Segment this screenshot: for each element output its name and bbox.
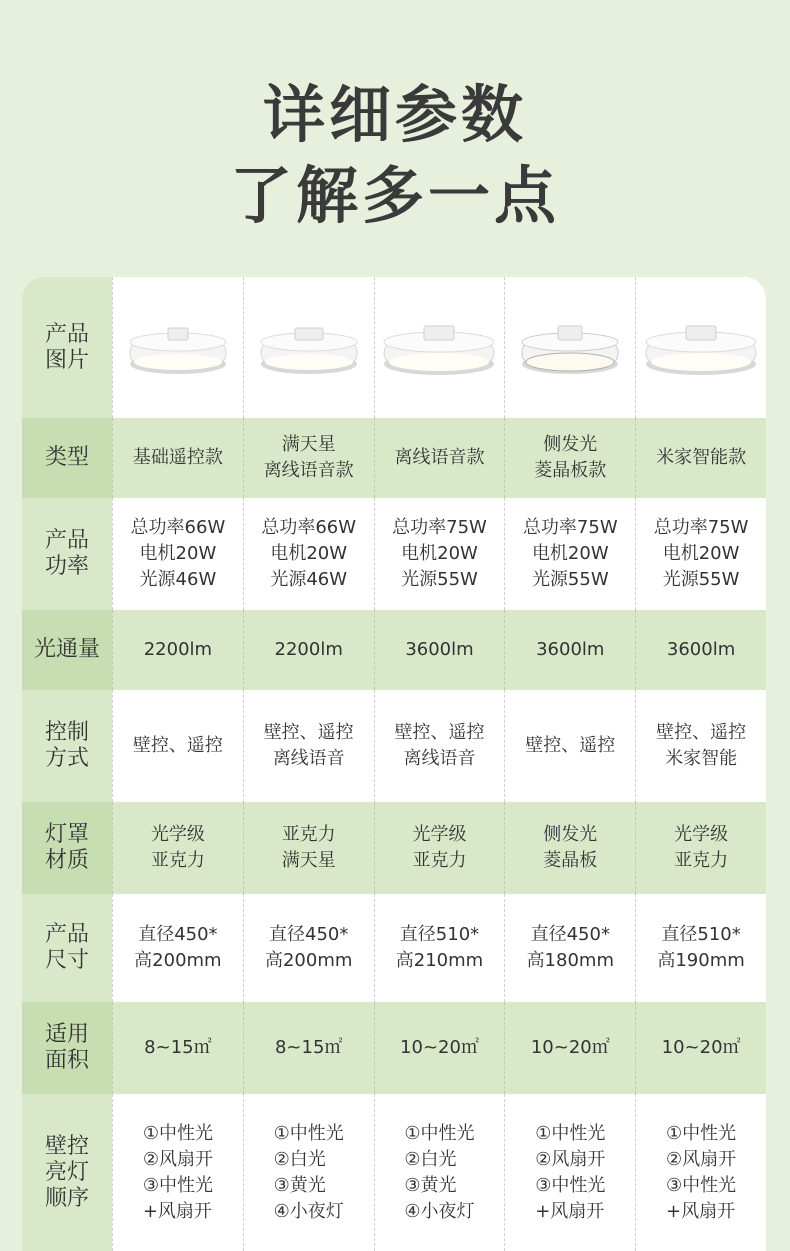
row-area xyxy=(22,1002,766,1094)
row-order xyxy=(22,1094,766,1251)
row-image xyxy=(22,277,766,418)
label-size: 产品 尺寸 xyxy=(22,894,112,1002)
shade-cell: 光学级 亚克力 xyxy=(112,802,243,894)
label-power: 产品 功率 xyxy=(22,498,112,610)
order-cell: ①中性光 ②白光 ③黄光 ④小夜灯 xyxy=(243,1094,374,1251)
page-title-line1: 详细参数 xyxy=(262,78,527,151)
size-cell: 直径510* 高210mm xyxy=(374,894,505,1002)
order-cell: ①中性光 ②风扇开 ③中性光 +风扇开 xyxy=(635,1094,766,1251)
shade-cell: 光学级 亚克力 xyxy=(635,802,766,894)
product-image-3 xyxy=(374,277,505,418)
power-cell: 总功率75W 电机20W 光源55W xyxy=(504,498,635,610)
row-size xyxy=(22,894,766,1002)
area-cell: 10~20㎡ xyxy=(635,1002,766,1094)
size-cell: 直径450* 高200mm xyxy=(112,894,243,1002)
product-image-2 xyxy=(243,277,374,418)
lumen-cell: 3600lm xyxy=(635,610,766,690)
ceiling-fan-lamp-icon xyxy=(126,320,230,376)
spec-table xyxy=(22,277,766,1251)
power-cell: 总功率75W 电机20W 光源55W xyxy=(374,498,505,610)
row-power xyxy=(22,498,766,610)
size-cell: 直径510* 高190mm xyxy=(635,894,766,1002)
type-cell: 米家智能款 xyxy=(635,418,766,498)
row-shade xyxy=(22,802,766,894)
size-cell: 直径450* 高200mm xyxy=(243,894,374,1002)
lumen-cell: 2200lm xyxy=(243,610,374,690)
shade-cell: 侧发光 菱晶板 xyxy=(504,802,635,894)
area-cell: 8~15㎡ xyxy=(243,1002,374,1094)
type-cell: 满天星 离线语音款 xyxy=(243,418,374,498)
product-image-1 xyxy=(112,277,243,418)
shade-cell: 光学级 亚克力 xyxy=(374,802,505,894)
product-image-4 xyxy=(504,277,635,418)
type-cell: 侧发光 菱晶板款 xyxy=(504,418,635,498)
area-cell: 10~20㎡ xyxy=(504,1002,635,1094)
shade-cell: 亚克力 满天星 xyxy=(243,802,374,894)
order-cell: ①中性光 ②风扇开 ③中性光 +风扇开 xyxy=(112,1094,243,1251)
label-control: 控制 方式 xyxy=(22,690,112,802)
label-area: 适用 面积 xyxy=(22,1002,112,1094)
power-cell: 总功率75W 电机20W 光源55W xyxy=(635,498,766,610)
ceiling-fan-lamp-icon xyxy=(642,318,760,378)
control-cell: 壁控、遥控 米家智能 xyxy=(635,690,766,802)
control-cell: 壁控、遥控 xyxy=(504,690,635,802)
ceiling-fan-lamp-icon xyxy=(257,320,361,376)
page-title-line2: 了解多一点 xyxy=(229,159,560,232)
size-cell: 直径450* 高180mm xyxy=(504,894,635,1002)
control-cell: 壁控、遥控 离线语音 xyxy=(243,690,374,802)
power-cell: 总功率66W 电机20W 光源46W xyxy=(112,498,243,610)
label-order: 壁控 亮灯 顺序 xyxy=(22,1094,112,1251)
type-cell: 基础遥控款 xyxy=(112,418,243,498)
control-cell: 壁控、遥控 离线语音 xyxy=(374,690,505,802)
row-type xyxy=(22,418,766,498)
lumen-cell: 2200lm xyxy=(112,610,243,690)
label-shade: 灯罩 材质 xyxy=(22,802,112,894)
row-control xyxy=(22,690,766,802)
label-image: 产品 图片 xyxy=(22,277,112,418)
area-cell: 10~20㎡ xyxy=(374,1002,505,1094)
area-cell: 8~15㎡ xyxy=(112,1002,243,1094)
lumen-cell: 3600lm xyxy=(504,610,635,690)
ceiling-fan-lamp-icon xyxy=(518,318,622,378)
power-cell: 总功率66W 电机20W 光源46W xyxy=(243,498,374,610)
order-cell: ①中性光 ②风扇开 ③中性光 +风扇开 xyxy=(504,1094,635,1251)
order-cell: ①中性光 ②白光 ③黄光 ④小夜灯 xyxy=(374,1094,505,1251)
type-cell: 离线语音款 xyxy=(374,418,505,498)
product-image-5 xyxy=(635,277,766,418)
lumen-cell: 3600lm xyxy=(374,610,505,690)
label-type: 类型 xyxy=(22,418,112,498)
label-lumen: 光通量 xyxy=(22,610,112,690)
ceiling-fan-lamp-icon xyxy=(380,318,498,378)
control-cell: 壁控、遥控 xyxy=(112,690,243,802)
row-lumen xyxy=(22,610,766,690)
